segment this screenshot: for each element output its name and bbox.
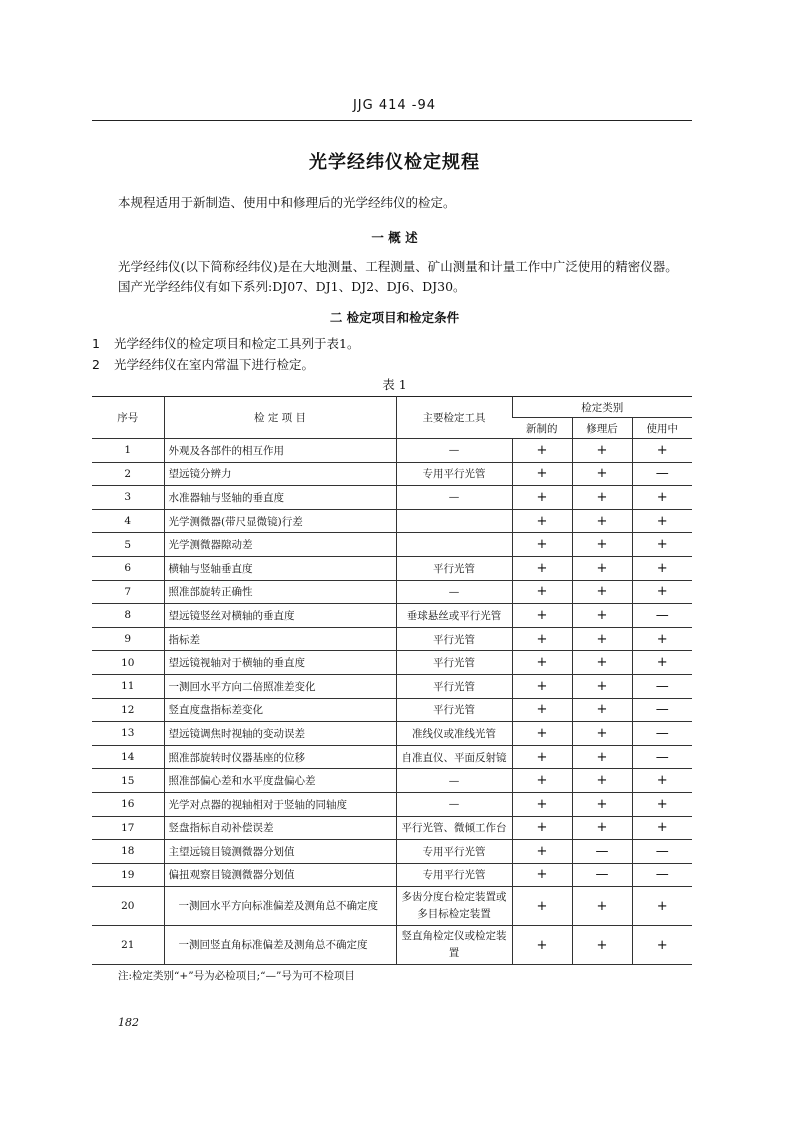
row-mark-repair: + xyxy=(572,533,632,557)
row-mark-new: + xyxy=(512,462,572,486)
row-mark-repair: + xyxy=(572,745,632,769)
row-item: 横轴与竖轴垂直度 xyxy=(164,556,396,580)
row-tool: — xyxy=(396,769,512,793)
document-code: JJG 414 -94 xyxy=(352,98,437,113)
row-mark-repair: + xyxy=(572,580,632,604)
row-item: 光学测微器(带尺显微镜)行差 xyxy=(164,509,396,533)
row-mark-inuse: + xyxy=(632,926,692,965)
row-mark-new: + xyxy=(512,509,572,533)
list-item xyxy=(92,334,359,352)
row-number: 11 xyxy=(92,674,164,698)
row-tool: 专用平行光管 xyxy=(396,840,512,864)
section-heading-items: 二 检定项目和检定条件 xyxy=(329,310,460,325)
row-tool: — xyxy=(396,580,512,604)
page-title: 光学经纬仪检定规程 xyxy=(309,152,480,173)
row-item: 偏扭观察目镜测微器分划值 xyxy=(164,863,396,887)
row-mark-new: + xyxy=(512,486,572,510)
table-row xyxy=(92,627,692,651)
row-mark-repair: + xyxy=(572,462,632,486)
header-item: 检 定 项 目 xyxy=(164,397,396,439)
header-rule xyxy=(92,120,692,121)
overview-paragraph-1: 光学经纬仪(以下简称经纬仪)是在大地测量、工程测量、矿山测量和计量工作中广泛使用的精密仪器。 xyxy=(118,259,678,274)
row-mark-new: + xyxy=(512,627,572,651)
row-mark-new: + xyxy=(512,792,572,816)
row-mark-inuse: + xyxy=(632,792,692,816)
row-tool: 多齿分度台检定装置或多目标检定装置 xyxy=(396,887,512,926)
row-tool: — xyxy=(396,792,512,816)
row-item: 竖直度盘指标差变化 xyxy=(164,698,396,722)
row-mark-repair: — xyxy=(572,840,632,864)
row-mark-repair: + xyxy=(572,556,632,580)
row-mark-inuse: + xyxy=(632,769,692,793)
row-mark-new: + xyxy=(512,604,572,628)
row-number: 4 xyxy=(92,509,164,533)
row-mark-repair: + xyxy=(572,769,632,793)
row-item: 望远镜调焦时视轴的变动误差 xyxy=(164,722,396,746)
row-mark-repair: + xyxy=(572,698,632,722)
row-tool: 专用平行光管 xyxy=(396,863,512,887)
row-tool: 平行光管 xyxy=(396,674,512,698)
row-number: 14 xyxy=(92,745,164,769)
row-item: 一测回水平方向二倍照准差变化 xyxy=(164,674,396,698)
row-tool: 平行光管 xyxy=(396,698,512,722)
row-item: 照准部偏心差和水平度盘偏心差 xyxy=(164,769,396,793)
table-row xyxy=(92,698,692,722)
row-mark-inuse: — xyxy=(632,604,692,628)
table-row xyxy=(92,439,692,463)
row-tool: 平行光管、微倾工作台 xyxy=(396,816,512,840)
row-mark-inuse: — xyxy=(632,722,692,746)
row-tool xyxy=(396,533,512,557)
row-number: 7 xyxy=(92,580,164,604)
row-tool xyxy=(396,509,512,533)
row-mark-inuse: + xyxy=(632,486,692,510)
table-row xyxy=(92,863,692,887)
row-mark-repair: + xyxy=(572,722,632,746)
row-mark-new: + xyxy=(512,674,572,698)
row-mark-repair: + xyxy=(572,792,632,816)
row-tool: 竖直角检定仪或检定装置 xyxy=(396,926,512,965)
row-mark-inuse: — xyxy=(632,745,692,769)
row-item: 光学测微器隙动差 xyxy=(164,533,396,557)
table-row xyxy=(92,580,692,604)
table-note: 注:检定类别“+”号为必检项目;“—”号为可不检项目 xyxy=(118,970,355,982)
table-row xyxy=(92,533,692,557)
row-mark-new: + xyxy=(512,887,572,926)
row-mark-inuse: — xyxy=(632,840,692,864)
row-tool: 垂球悬丝或平行光管 xyxy=(396,604,512,628)
list-item-number: 2 xyxy=(92,357,100,372)
row-item: 竖盘指标自动补偿误差 xyxy=(164,816,396,840)
row-mark-repair: — xyxy=(572,863,632,887)
list-item-text: 光学经纬仪的检定项目和检定工具列于表1。 xyxy=(114,336,360,351)
row-mark-inuse: + xyxy=(632,887,692,926)
row-tool: — xyxy=(396,486,512,510)
row-item: 望远镜分辨力 xyxy=(164,462,396,486)
row-number: 20 xyxy=(92,887,164,926)
row-mark-inuse: + xyxy=(632,439,692,463)
table-row xyxy=(92,816,692,840)
row-item: 外观及各部件的相互作用 xyxy=(164,439,396,463)
row-mark-repair: + xyxy=(572,651,632,675)
row-tool: 自准直仪、平面反射镜 xyxy=(396,745,512,769)
row-number: 8 xyxy=(92,604,164,628)
table-row xyxy=(92,722,692,746)
row-number: 5 xyxy=(92,533,164,557)
list-item xyxy=(92,355,314,373)
list-item-text: 光学经纬仪在室内常温下进行检定。 xyxy=(114,357,315,372)
row-mark-new: + xyxy=(512,698,572,722)
row-tool: 平行光管 xyxy=(396,556,512,580)
row-mark-repair: + xyxy=(572,509,632,533)
row-mark-new: + xyxy=(512,863,572,887)
table-row xyxy=(92,556,692,580)
header-repair: 修理后 xyxy=(572,418,632,439)
header-tool: 主要检定工具 xyxy=(396,397,512,439)
row-mark-new: + xyxy=(512,439,572,463)
row-item: 照准部旋转时仪器基座的位移 xyxy=(164,745,396,769)
row-number: 9 xyxy=(92,627,164,651)
intro-paragraph: 本规程适用于新制造、使用中和修理后的光学经纬仪的检定。 xyxy=(118,195,456,210)
verification-table xyxy=(92,396,692,965)
table-row xyxy=(92,462,692,486)
row-item: 水准器轴与竖轴的垂直度 xyxy=(164,486,396,510)
row-number: 6 xyxy=(92,556,164,580)
row-mark-inuse: + xyxy=(632,556,692,580)
row-number: 10 xyxy=(92,651,164,675)
overview-paragraph-2: 国产光学经纬仪有如下系列:DJ07、DJ1、DJ2、DJ6、DJ30。 xyxy=(118,279,466,294)
row-mark-inuse: — xyxy=(632,674,692,698)
row-item: 照准部旋转正确性 xyxy=(164,580,396,604)
row-number: 16 xyxy=(92,792,164,816)
table-row xyxy=(92,792,692,816)
header-category: 检定类别 xyxy=(512,397,692,418)
row-number: 3 xyxy=(92,486,164,510)
row-tool: 平行光管 xyxy=(396,627,512,651)
row-mark-inuse: + xyxy=(632,509,692,533)
row-tool: 专用平行光管 xyxy=(396,462,512,486)
row-tool: 准线仪或准线光管 xyxy=(396,722,512,746)
row-number: 21 xyxy=(92,926,164,965)
row-mark-repair: + xyxy=(572,926,632,965)
row-item: 一测回水平方向标准偏差及测角总不确定度 xyxy=(164,887,396,926)
row-item: 望远镜视轴对于横轴的垂直度 xyxy=(164,651,396,675)
table-row xyxy=(92,509,692,533)
row-mark-new: + xyxy=(512,769,572,793)
table-row xyxy=(92,651,692,675)
row-item: 主望远镜目镜测微器分划值 xyxy=(164,840,396,864)
table-row xyxy=(92,887,692,926)
row-number: 19 xyxy=(92,863,164,887)
row-mark-inuse: + xyxy=(632,627,692,651)
header-inuse: 使用中 xyxy=(632,418,692,439)
table-row xyxy=(92,674,692,698)
header-new: 新制的 xyxy=(512,418,572,439)
section-heading-overview: 一 概 述 xyxy=(371,230,418,245)
row-mark-repair: + xyxy=(572,816,632,840)
row-mark-repair: + xyxy=(572,439,632,463)
row-mark-new: + xyxy=(512,816,572,840)
row-item: 指标差 xyxy=(164,627,396,651)
header-seq: 序号 xyxy=(92,397,164,439)
row-item: 光学对点器的视轴相对于竖轴的同轴度 xyxy=(164,792,396,816)
row-mark-new: + xyxy=(512,556,572,580)
row-mark-inuse: — xyxy=(632,698,692,722)
row-mark-inuse: + xyxy=(632,651,692,675)
row-tool: 平行光管 xyxy=(396,651,512,675)
row-mark-inuse: — xyxy=(632,863,692,887)
row-mark-repair: + xyxy=(572,887,632,926)
row-mark-new: + xyxy=(512,840,572,864)
list-item-number: 1 xyxy=(92,336,100,351)
page-number: 182 xyxy=(118,1016,139,1029)
row-number: 12 xyxy=(92,698,164,722)
row-number: 18 xyxy=(92,840,164,864)
row-mark-repair: + xyxy=(572,674,632,698)
row-number: 13 xyxy=(92,722,164,746)
table-caption: 表 1 xyxy=(382,377,407,392)
row-mark-inuse: + xyxy=(632,533,692,557)
table-row xyxy=(92,840,692,864)
row-mark-new: + xyxy=(512,651,572,675)
row-mark-new: + xyxy=(512,745,572,769)
row-number: 2 xyxy=(92,462,164,486)
row-mark-inuse: + xyxy=(632,580,692,604)
table-row xyxy=(92,926,692,965)
row-number: 17 xyxy=(92,816,164,840)
row-number: 15 xyxy=(92,769,164,793)
row-item: 一测回竖直角标准偏差及测角总不确定度 xyxy=(164,926,396,965)
row-mark-new: + xyxy=(512,580,572,604)
row-mark-inuse: — xyxy=(632,462,692,486)
row-mark-new: + xyxy=(512,722,572,746)
row-number: 1 xyxy=(92,439,164,463)
row-tool: — xyxy=(396,439,512,463)
row-mark-new: + xyxy=(512,926,572,965)
row-mark-new: + xyxy=(512,533,572,557)
table-row xyxy=(92,486,692,510)
table-row xyxy=(92,604,692,628)
row-mark-repair: + xyxy=(572,486,632,510)
row-mark-repair: + xyxy=(572,627,632,651)
table-row xyxy=(92,769,692,793)
row-mark-repair: + xyxy=(572,604,632,628)
row-item: 望远镜竖丝对横轴的垂直度 xyxy=(164,604,396,628)
table-row xyxy=(92,745,692,769)
row-mark-inuse: + xyxy=(632,816,692,840)
